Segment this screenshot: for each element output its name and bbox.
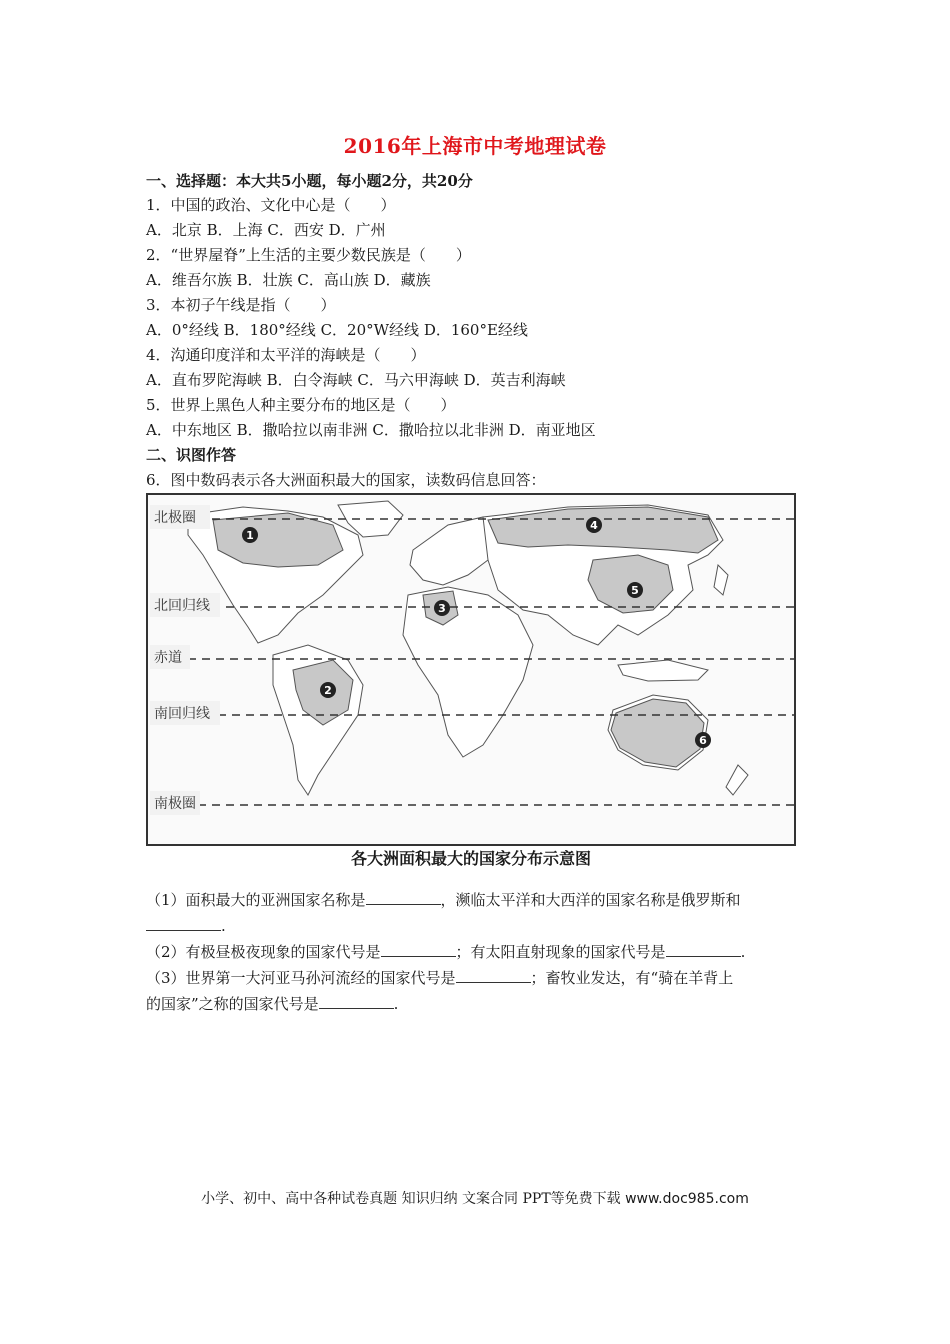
section-map-heading: 二、识图作答 — [146, 446, 237, 464]
world-map-svg — [148, 495, 794, 844]
sub-question-3-part-b: ；畜牧业发达，有“骑在羊背上 — [530, 969, 734, 987]
marker-5 — [627, 582, 643, 598]
svg-text:3: 3 — [438, 602, 446, 615]
sub-question-2-part-a: （2）有极昼极夜现象的国家代号是 — [146, 943, 381, 961]
sub-question-1-cont — [146, 913, 800, 939]
sub-question-1 — [146, 887, 800, 913]
answer-blank-4[interactable] — [666, 942, 741, 957]
svg-text:6: 6 — [699, 734, 707, 747]
indonesia-shape — [618, 660, 708, 681]
svg-text:4: 4 — [590, 519, 598, 532]
sub-question-1-part-b: ，濒临太平洋和大西洋的国家名称是俄罗斯和 — [440, 891, 741, 909]
map-caption: 各大洲面积最大的国家分布示意图 — [350, 849, 591, 868]
question-4: 4．沟通印度洋和太平洋的海峡是（ ） — [146, 346, 426, 364]
europe-shape — [410, 517, 493, 585]
question-1-options: A．北京 B．上海 C．西安 D．广州 — [146, 221, 386, 239]
footer-url[interactable]: www.doc985.com — [625, 1191, 749, 1207]
question-1: 1．中国的政治、文化中心是（ ） — [146, 196, 396, 214]
sub-question-3 — [146, 965, 800, 991]
marker-4 — [586, 517, 602, 533]
question-5-options: A．中东地区 B．撒哈拉以南非洲 C．撒哈拉以北非洲 D．南亚地区 — [146, 421, 596, 439]
label-arctic-circle: 北极圈 — [154, 510, 196, 526]
question-4-options: A．直布罗陀海峡 B．白令海峡 C．马六甲海峡 D．英吉利海峡 — [146, 371, 566, 389]
question-2-options: A．维吾尔族 B．壮族 C．高山族 D．藏族 — [146, 271, 431, 289]
sub-question-2 — [146, 939, 800, 965]
question-2: 2．“世界屋脊”上生活的主要少数民族是（ ） — [146, 246, 471, 264]
answer-blank-6[interactable] — [319, 994, 394, 1009]
sub-question-3-cont — [146, 991, 800, 1017]
svg-text:2: 2 — [324, 684, 332, 697]
sub-question-2-part-b: ；有太阳直射现象的国家代号是 — [455, 943, 666, 961]
question-6-intro: 6．图中数码表示各大洲面积最大的国家，读数码信息回答： — [146, 471, 546, 489]
question-3-options: A．0°经线 B．180°经线 C．20°W经线 D．160°E经线 — [146, 321, 528, 339]
svg-text:1: 1 — [246, 529, 254, 542]
label-equator: 赤道 — [154, 650, 182, 666]
marker-2 — [320, 682, 336, 698]
sub-question-3-part-c: 的国家”之称的国家代号是 — [146, 995, 319, 1013]
world-map — [146, 493, 796, 846]
australia-region — [611, 699, 704, 767]
sub-question-2-part-c: . — [740, 943, 746, 961]
sub-question-1-part-c: . — [221, 917, 226, 935]
question-3: 3．本初子午线是指（ ） — [146, 296, 336, 314]
question-5: 5．世界上黑色人种主要分布的地区是（ ） — [146, 396, 456, 414]
answer-blank-2[interactable] — [146, 916, 221, 931]
africa-shape — [403, 587, 533, 757]
label-antarctic-circle: 南极圈 — [154, 796, 196, 812]
sub-question-1-part-a: （1）面积最大的亚洲国家名称是 — [146, 891, 366, 909]
answer-blank-5[interactable] — [456, 968, 531, 983]
marker-1 — [242, 527, 258, 543]
marker-3 — [434, 600, 450, 616]
sub-question-3-part-a: （3）世界第一大河亚马孙河流经的国家代号是 — [146, 969, 456, 987]
footer-text: 小学、初中、高中各种试卷真题 知识归纳 文案合同 PPT等免费下载 — [201, 1191, 621, 1207]
marker-6 — [695, 732, 711, 748]
svg-text:5: 5 — [631, 584, 639, 597]
page-footer — [0, 1188, 950, 1208]
answer-blank-1[interactable] — [366, 890, 441, 905]
japan-shape — [714, 565, 728, 595]
sub-question-3-part-d: . — [393, 995, 399, 1013]
exam-title: 2016年上海市中考地理试卷 — [343, 134, 607, 158]
label-tropic-north: 北回归线 — [154, 598, 210, 614]
answer-blank-3[interactable] — [381, 942, 456, 957]
section-choice-heading: 一、选择题：本大共5小题，每小题2分，共20分 — [146, 172, 473, 190]
new-zealand-shape — [726, 765, 748, 795]
label-tropic-south: 南回归线 — [154, 706, 210, 722]
